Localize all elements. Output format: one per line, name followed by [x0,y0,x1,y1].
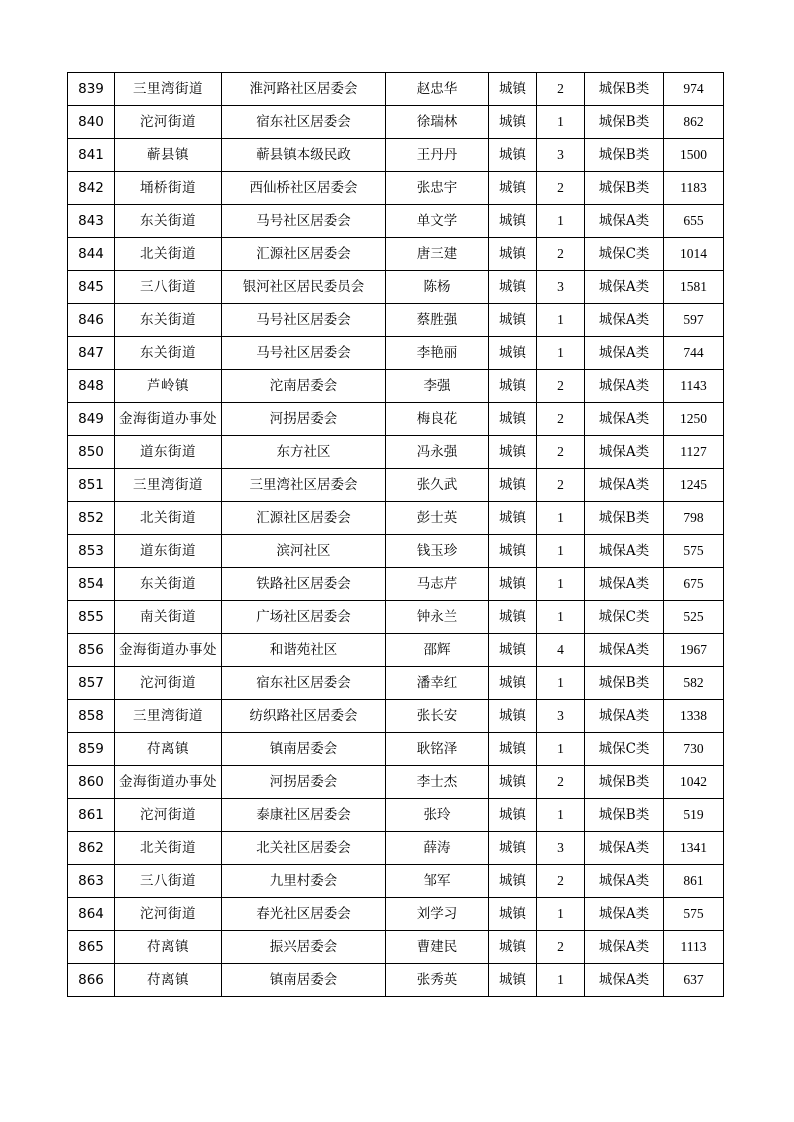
cell-community: 九里村委会 [222,865,386,898]
cell-household-size: 2 [537,403,585,436]
table-row [68,469,724,502]
cell-row-number: 850 [68,436,115,469]
cell-area-type: 城镇 [489,700,537,733]
cell-household-size: 1 [537,964,585,997]
table-row [68,172,724,205]
table-row [68,238,724,271]
cell-street: 沱河街道 [115,667,222,700]
cell-household-size: 2 [537,469,585,502]
cell-street: 三里湾街道 [115,73,222,106]
cell-area-type: 城镇 [489,865,537,898]
cell-area-type: 城镇 [489,304,537,337]
cell-community: 马号社区居委会 [222,205,386,238]
cell-household-size: 3 [537,700,585,733]
cell-street: 沱河街道 [115,799,222,832]
table-row [68,667,724,700]
cell-row-number: 854 [68,568,115,601]
cell-row-number: 864 [68,898,115,931]
cell-community: 淮河路社区居委会 [222,73,386,106]
cell-area-type: 城镇 [489,964,537,997]
cell-assistance-category: 城保B类 [585,502,664,535]
cell-community: 三里湾社区居委会 [222,469,386,502]
cell-amount: 1341 [664,832,724,865]
cell-amount: 525 [664,601,724,634]
cell-assistance-category: 城保B类 [585,139,664,172]
cell-name: 冯永强 [386,436,489,469]
cell-row-number: 856 [68,634,115,667]
cell-row-number: 844 [68,238,115,271]
cell-street: 道东街道 [115,436,222,469]
cell-household-size: 3 [537,139,585,172]
cell-name: 耿铭泽 [386,733,489,766]
cell-amount: 1245 [664,469,724,502]
cell-assistance-category: 城保A类 [585,535,664,568]
cell-street: 东关街道 [115,568,222,601]
cell-amount: 861 [664,865,724,898]
table-row [68,436,724,469]
cell-amount: 637 [664,964,724,997]
cell-name: 张久武 [386,469,489,502]
cell-name: 张长安 [386,700,489,733]
cell-household-size: 1 [537,667,585,700]
table-row [68,601,724,634]
cell-amount: 1113 [664,931,724,964]
table-row [68,568,724,601]
table-row [68,799,724,832]
cell-assistance-category: 城保A类 [585,964,664,997]
cell-household-size: 1 [537,535,585,568]
cell-name: 钟永兰 [386,601,489,634]
table-row [68,865,724,898]
cell-area-type: 城镇 [489,667,537,700]
cell-street: 三八街道 [115,271,222,304]
cell-assistance-category: 城保C类 [585,601,664,634]
cell-street: 东关街道 [115,205,222,238]
cell-community: 银河社区居民委员会 [222,271,386,304]
cell-name: 李士杰 [386,766,489,799]
cell-row-number: 847 [68,337,115,370]
cell-community: 马号社区居委会 [222,337,386,370]
cell-community: 滨河社区 [222,535,386,568]
cell-name: 徐瑞林 [386,106,489,139]
cell-area-type: 城镇 [489,205,537,238]
table-row [68,634,724,667]
cell-name: 彭士英 [386,502,489,535]
cell-community: 春光社区居委会 [222,898,386,931]
cell-street: 埇桥街道 [115,172,222,205]
cell-row-number: 848 [68,370,115,403]
cell-household-size: 3 [537,271,585,304]
cell-street: 北关街道 [115,238,222,271]
cell-name: 李艳丽 [386,337,489,370]
cell-community: 北关社区居委会 [222,832,386,865]
cell-row-number: 849 [68,403,115,436]
cell-household-size: 1 [537,337,585,370]
cell-row-number: 863 [68,865,115,898]
cell-assistance-category: 城保A类 [585,436,664,469]
cell-community: 铁路社区居委会 [222,568,386,601]
cell-assistance-category: 城保B类 [585,172,664,205]
cell-row-number: 862 [68,832,115,865]
cell-household-size: 1 [537,733,585,766]
cell-amount: 1042 [664,766,724,799]
cell-assistance-category: 城保A类 [585,469,664,502]
cell-amount: 1500 [664,139,724,172]
cell-street: 沱河街道 [115,106,222,139]
table-row [68,139,724,172]
cell-community: 振兴居委会 [222,931,386,964]
cell-name: 王丹丹 [386,139,489,172]
cell-area-type: 城镇 [489,172,537,205]
cell-area-type: 城镇 [489,634,537,667]
cell-assistance-category: 城保C类 [585,238,664,271]
cell-area-type: 城镇 [489,469,537,502]
cell-assistance-category: 城保A类 [585,271,664,304]
cell-community: 东方社区 [222,436,386,469]
cell-name: 张玲 [386,799,489,832]
cell-community: 宿东社区居委会 [222,106,386,139]
cell-amount: 597 [664,304,724,337]
cell-name: 钱玉珍 [386,535,489,568]
cell-amount: 862 [664,106,724,139]
cell-street: 三八街道 [115,865,222,898]
cell-area-type: 城镇 [489,832,537,865]
cell-name: 张秀英 [386,964,489,997]
cell-name: 赵忠华 [386,73,489,106]
cell-amount: 519 [664,799,724,832]
cell-assistance-category: 城保A类 [585,403,664,436]
cell-row-number: 855 [68,601,115,634]
cell-name: 蔡胜强 [386,304,489,337]
table-row [68,502,724,535]
cell-row-number: 846 [68,304,115,337]
cell-assistance-category: 城保A类 [585,832,664,865]
cell-street: 三里湾街道 [115,700,222,733]
cell-household-size: 1 [537,304,585,337]
cell-amount: 744 [664,337,724,370]
cell-community: 沱南居委会 [222,370,386,403]
cell-name: 唐三建 [386,238,489,271]
cell-area-type: 城镇 [489,733,537,766]
cell-amount: 1581 [664,271,724,304]
cell-area-type: 城镇 [489,502,537,535]
cell-community: 镇南居委会 [222,964,386,997]
cell-household-size: 1 [537,205,585,238]
table-row [68,535,724,568]
cell-household-size: 1 [537,568,585,601]
cell-name: 邵辉 [386,634,489,667]
cell-street: 金海街道办事处 [115,634,222,667]
cell-area-type: 城镇 [489,898,537,931]
cell-assistance-category: 城保A类 [585,931,664,964]
cell-row-number: 857 [68,667,115,700]
cell-household-size: 2 [537,172,585,205]
cell-community: 马号社区居委会 [222,304,386,337]
cell-name: 邹军 [386,865,489,898]
cell-assistance-category: 城保B类 [585,73,664,106]
cell-street: 三里湾街道 [115,469,222,502]
cell-community: 河拐居委会 [222,403,386,436]
cell-street: 南关街道 [115,601,222,634]
cell-row-number: 842 [68,172,115,205]
cell-row-number: 839 [68,73,115,106]
cell-street: 道东街道 [115,535,222,568]
cell-name: 陈杨 [386,271,489,304]
cell-household-size: 2 [537,238,585,271]
cell-assistance-category: 城保B类 [585,667,664,700]
cell-area-type: 城镇 [489,436,537,469]
table-row [68,931,724,964]
table-row [68,106,724,139]
cell-street: 金海街道办事处 [115,403,222,436]
cell-row-number: 845 [68,271,115,304]
cell-name: 张忠宇 [386,172,489,205]
cell-area-type: 城镇 [489,106,537,139]
cell-community: 纺织路社区居委会 [222,700,386,733]
cell-area-type: 城镇 [489,139,537,172]
cell-street: 苻离镇 [115,964,222,997]
cell-assistance-category: 城保A类 [585,865,664,898]
cell-street: 芦岭镇 [115,370,222,403]
cell-row-number: 853 [68,535,115,568]
cell-name: 薛涛 [386,832,489,865]
cell-row-number: 840 [68,106,115,139]
table-row [68,964,724,997]
cell-row-number: 865 [68,931,115,964]
cell-community: 宿东社区居委会 [222,667,386,700]
cell-assistance-category: 城保A类 [585,568,664,601]
cell-household-size: 1 [537,502,585,535]
cell-street: 北关街道 [115,502,222,535]
table-row [68,337,724,370]
cell-name: 梅良花 [386,403,489,436]
cell-area-type: 城镇 [489,568,537,601]
cell-household-size: 3 [537,832,585,865]
cell-household-size: 2 [537,766,585,799]
cell-row-number: 861 [68,799,115,832]
table-row [68,733,724,766]
cell-area-type: 城镇 [489,601,537,634]
cell-area-type: 城镇 [489,337,537,370]
cell-community: 汇源社区居委会 [222,238,386,271]
cell-row-number: 858 [68,700,115,733]
cell-assistance-category: 城保B类 [585,799,664,832]
cell-area-type: 城镇 [489,766,537,799]
cell-community: 镇南居委会 [222,733,386,766]
cell-area-type: 城镇 [489,403,537,436]
cell-household-size: 2 [537,73,585,106]
cell-assistance-category: 城保A类 [585,337,664,370]
table-row [68,766,724,799]
cell-street: 苻离镇 [115,733,222,766]
cell-name: 潘幸红 [386,667,489,700]
cell-assistance-category: 城保A类 [585,700,664,733]
cell-row-number: 841 [68,139,115,172]
cell-community: 广场社区居委会 [222,601,386,634]
table-row [68,403,724,436]
table-row [68,73,724,106]
table-row [68,205,724,238]
cell-street: 苻离镇 [115,931,222,964]
cell-street: 沱河街道 [115,898,222,931]
cell-amount: 1967 [664,634,724,667]
table-row [68,898,724,931]
table-row [68,271,724,304]
beneficiary-table [67,72,724,997]
cell-name: 马志芹 [386,568,489,601]
cell-amount: 675 [664,568,724,601]
cell-assistance-category: 城保A类 [585,304,664,337]
cell-assistance-category: 城保A类 [585,634,664,667]
cell-area-type: 城镇 [489,535,537,568]
cell-amount: 1338 [664,700,724,733]
table-row [68,304,724,337]
cell-amount: 1014 [664,238,724,271]
table-body [68,73,724,997]
table-row [68,700,724,733]
cell-household-size: 1 [537,601,585,634]
cell-row-number: 860 [68,766,115,799]
cell-community: 泰康社区居委会 [222,799,386,832]
cell-street: 东关街道 [115,304,222,337]
cell-household-size: 2 [537,370,585,403]
cell-amount: 575 [664,898,724,931]
cell-community: 和谐苑社区 [222,634,386,667]
cell-amount: 575 [664,535,724,568]
cell-amount: 1143 [664,370,724,403]
cell-name: 曹建民 [386,931,489,964]
cell-area-type: 城镇 [489,931,537,964]
cell-community: 西仙桥社区居委会 [222,172,386,205]
cell-area-type: 城镇 [489,271,537,304]
cell-amount: 655 [664,205,724,238]
cell-area-type: 城镇 [489,370,537,403]
table-row [68,832,724,865]
cell-street: 蕲县镇 [115,139,222,172]
cell-amount: 1250 [664,403,724,436]
cell-community: 河拐居委会 [222,766,386,799]
cell-row-number: 866 [68,964,115,997]
cell-assistance-category: 城保A类 [585,898,664,931]
cell-row-number: 843 [68,205,115,238]
cell-amount: 974 [664,73,724,106]
cell-area-type: 城镇 [489,73,537,106]
cell-amount: 582 [664,667,724,700]
cell-street: 金海街道办事处 [115,766,222,799]
cell-name: 李强 [386,370,489,403]
cell-assistance-category: 城保B类 [585,766,664,799]
cell-household-size: 2 [537,931,585,964]
cell-amount: 1127 [664,436,724,469]
cell-assistance-category: 城保A类 [585,370,664,403]
cell-street: 东关街道 [115,337,222,370]
cell-community: 汇源社区居委会 [222,502,386,535]
cell-assistance-category: 城保A类 [585,205,664,238]
cell-amount: 1183 [664,172,724,205]
cell-row-number: 852 [68,502,115,535]
cell-name: 刘学习 [386,898,489,931]
cell-household-size: 4 [537,634,585,667]
cell-household-size: 1 [537,898,585,931]
cell-area-type: 城镇 [489,799,537,832]
cell-row-number: 859 [68,733,115,766]
cell-household-size: 2 [537,436,585,469]
cell-household-size: 2 [537,865,585,898]
cell-amount: 798 [664,502,724,535]
cell-area-type: 城镇 [489,238,537,271]
table-row [68,370,724,403]
cell-assistance-category: 城保C类 [585,733,664,766]
cell-community: 蕲县镇本级民政 [222,139,386,172]
cell-amount: 730 [664,733,724,766]
cell-row-number: 851 [68,469,115,502]
cell-household-size: 1 [537,799,585,832]
cell-street: 北关街道 [115,832,222,865]
cell-name: 单文学 [386,205,489,238]
cell-household-size: 1 [537,106,585,139]
cell-assistance-category: 城保B类 [585,106,664,139]
